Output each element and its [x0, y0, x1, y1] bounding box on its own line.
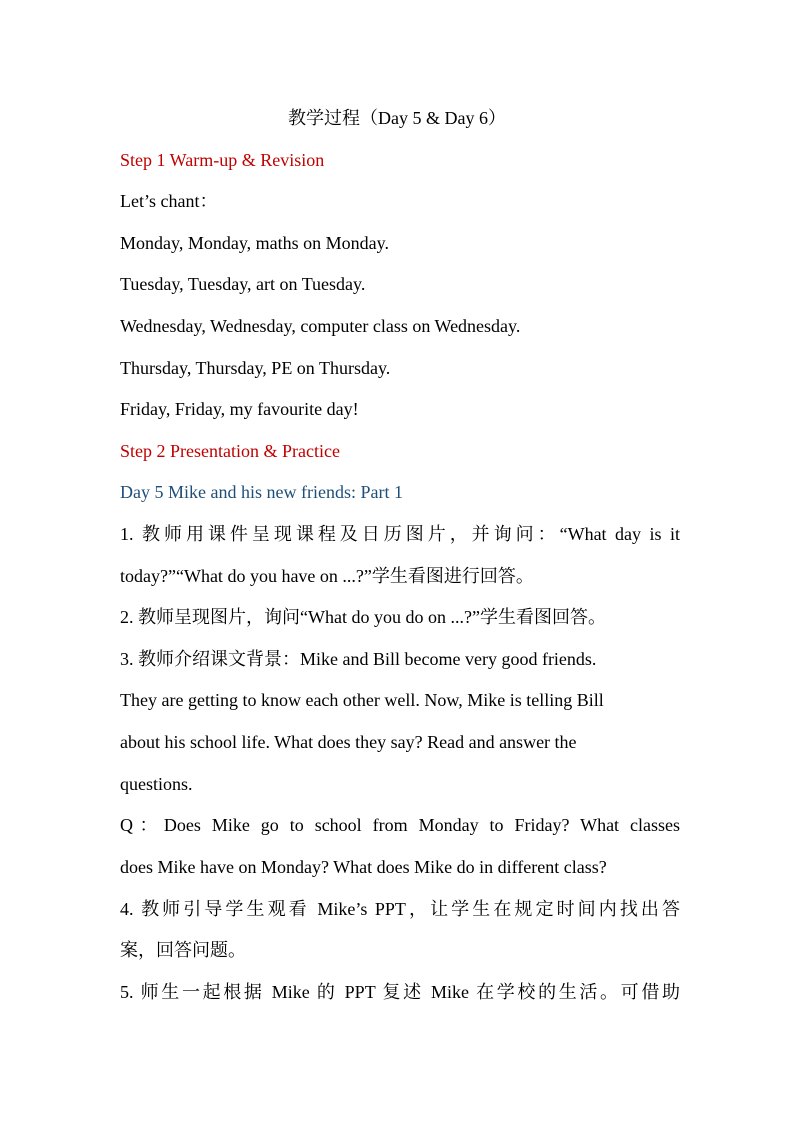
paragraph-line: 3. 教师介绍课文背景：Mike and Bill become very good friends.	[120, 649, 597, 669]
chant-intro: Let’s chant：	[120, 191, 218, 211]
paragraph-line: questions.	[120, 774, 193, 794]
paragraph-line: 5. 师生一起根据 Mike 的 PPT 复述 Mike 在学校的生活。可借助	[120, 982, 680, 1002]
paragraph-line: 4. 教师引导学生观看 Mike’s PPT，让学生在规定时间内找出答	[120, 899, 680, 919]
paragraph-line: 1. 教师用课件呈现课程及日历图片，并询问：“What day is it	[120, 524, 680, 544]
chant-line: Wednesday, Wednesday, computer class on Wednesday.	[120, 316, 521, 336]
page-title: 教学过程（Day 5 & Day 6）	[288, 108, 506, 128]
chant-line: Monday, Monday, maths on Monday.	[120, 233, 389, 253]
paragraph-line: today?”“What do you have on ...?”学生看图进行回答。	[120, 566, 534, 586]
paragraph-line: 2. 教师呈现图片，询问“What do you do on ...?”学生看图回答。	[120, 607, 606, 627]
paragraph-line: 案，回答问题。	[120, 940, 246, 960]
step1-heading: Step 1 Warm-up & Revision	[120, 150, 325, 170]
chant-line: Friday, Friday, my favourite day!	[120, 399, 359, 419]
chant-line: Thursday, Thursday, PE on Thursday.	[120, 358, 391, 378]
paragraph-line: about his school life. What does they say? Read and answer the	[120, 732, 577, 752]
day5-subheading: Day 5 Mike and his new friends: Part 1	[120, 482, 403, 502]
paragraph-line: does Mike have on Monday? What does Mike do in different class?	[120, 857, 607, 877]
paragraph-line: They are getting to know each other well. Now, Mike is telling Bill	[120, 690, 604, 710]
step2-heading: Step 2 Presentation & Practice	[120, 441, 340, 461]
paragraph-line: Q：Does Mike go to school from Monday to Friday? What classes	[120, 815, 680, 835]
chant-line: Tuesday, Tuesday, art on Tuesday.	[120, 274, 366, 294]
